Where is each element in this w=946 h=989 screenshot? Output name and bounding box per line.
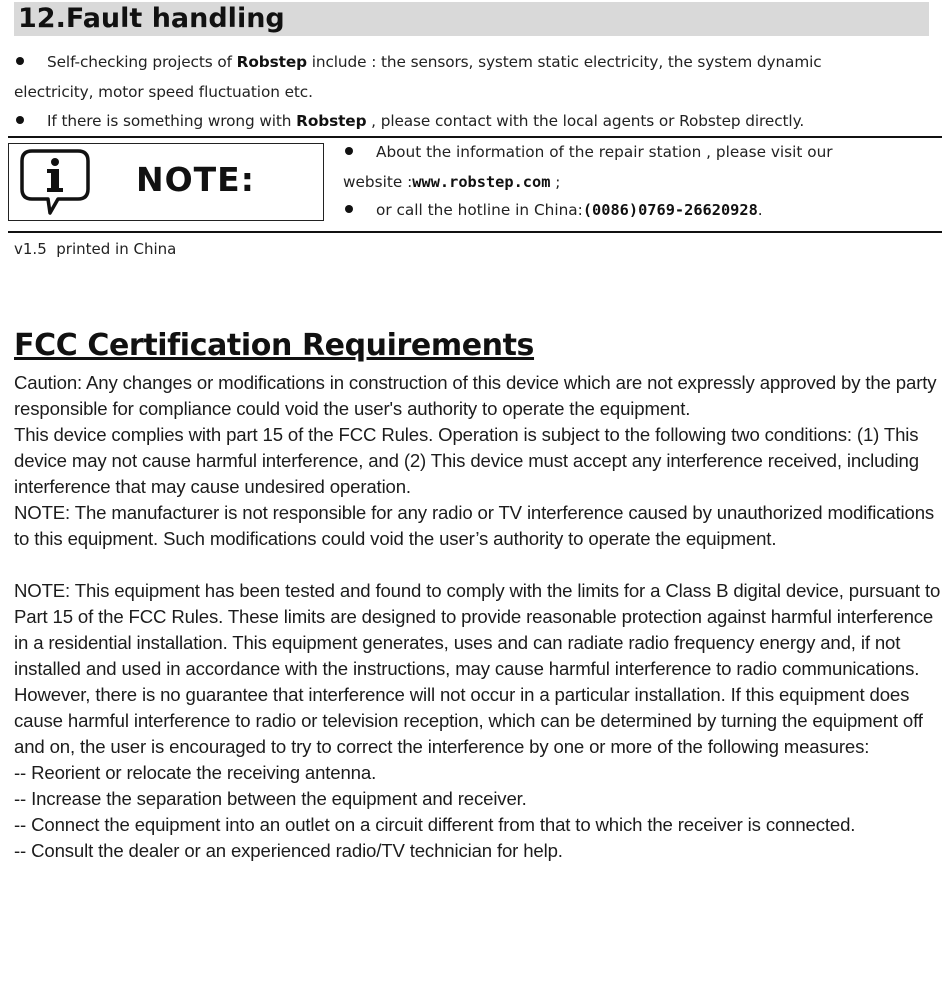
bullet1-text-a: Self-checking projects of <box>47 53 237 71</box>
fcc-caution-paragraph: Caution: Any changes or modifications in construction of this device which are not expressly approved by the party responsible for compliance could void the user's authority to operate the equipment. <box>14 372 937 419</box>
measure-separation: -- Increase the separation between the equipment and receiver. <box>14 788 527 809</box>
version-footer: v1.5 printed in China <box>14 240 177 258</box>
note-title: NOTE: <box>136 160 255 199</box>
note-line3-label: or call the hotline in China: <box>376 201 583 219</box>
divider-top <box>8 136 942 138</box>
note-line-repair-station <box>343 143 833 161</box>
hotline-number: (0086)0769-26620928 <box>582 201 758 219</box>
fcc-body <box>14 370 942 864</box>
info-speech-bubble-icon <box>18 147 92 217</box>
note-line2-end: ; <box>550 173 561 191</box>
note-line1: About the information of the repair station , please visit our <box>376 143 833 161</box>
bullet1-continuation: electricity, motor speed fluctuation etc. <box>14 83 313 101</box>
fcc-manufacturer-note: NOTE: The manufacturer is not responsible for any radio or TV interference caused by unauthorized modifications to this equipment. Such modifications could void the user’s authority to operate the equipment. <box>14 502 935 549</box>
note-line2-label: website : <box>343 173 413 191</box>
bullet-dot <box>345 147 353 155</box>
bullet-dot <box>16 116 24 124</box>
bullet2-text-c: , please contact with the local agents or Robstep directly. <box>366 112 805 130</box>
note-line-website <box>343 173 560 191</box>
bullet-dot <box>345 205 353 213</box>
brand-robstep: Robstep <box>236 53 307 71</box>
fcc-classb-note: NOTE: This equipment has been tested and found to comply with the limits for a Class B digital device, pursuant to Part 15 of the FCC Rules. These limits are designed to provide reasonable protection against harmful interference in a residential installation. This equipment generates, uses and can radiate radio frequency energy and, if not installed and used in accordance with the instructions, may cause harmful interference to radio communications. However, there is no guarantee that interference will not occur in a particular installation. If this equipment does cause harmful interference to radio or television reception, which can be determined by turning the equipment off and on, the user is encouraged to try to correct the interference by one or more of the following measures: <box>14 580 941 757</box>
bullet-self-checking <box>14 53 822 71</box>
website-link[interactable]: www.robstep.com <box>412 173 551 191</box>
measure-consult: -- Consult the dealer or an experienced radio/TV technician for help. <box>14 840 563 861</box>
divider-bottom <box>8 231 942 233</box>
brand-robstep: Robstep <box>296 112 367 130</box>
bullet-dot <box>16 57 24 65</box>
section-heading-fault-handling: 12.Fault handling <box>14 2 929 36</box>
paragraph-gap <box>14 552 942 578</box>
measure-reorient: -- Reorient or relocate the receiving antenna. <box>14 762 377 783</box>
bullet1-text-c: include : the sensors, system static electricity, the system dynamic <box>306 53 822 71</box>
fcc-part15-paragraph: This device complies with part 15 of the FCC Rules. Operation is subject to the following two conditions: (1) This device may not cause harmful interference, and (2) This device must accept any interference received, including interference that may cause undesired operation. <box>14 424 919 497</box>
bullet-contact-agents <box>14 112 804 130</box>
bullet2-text-a: If there is something wrong with <box>47 112 297 130</box>
note-line3-end: . <box>757 201 763 219</box>
note-line-hotline <box>343 201 763 219</box>
fcc-title: FCC Certification Requirements <box>14 328 535 363</box>
measure-outlet: -- Connect the equipment into an outlet on a circuit different from that to which the receiver is connected. <box>14 814 856 835</box>
